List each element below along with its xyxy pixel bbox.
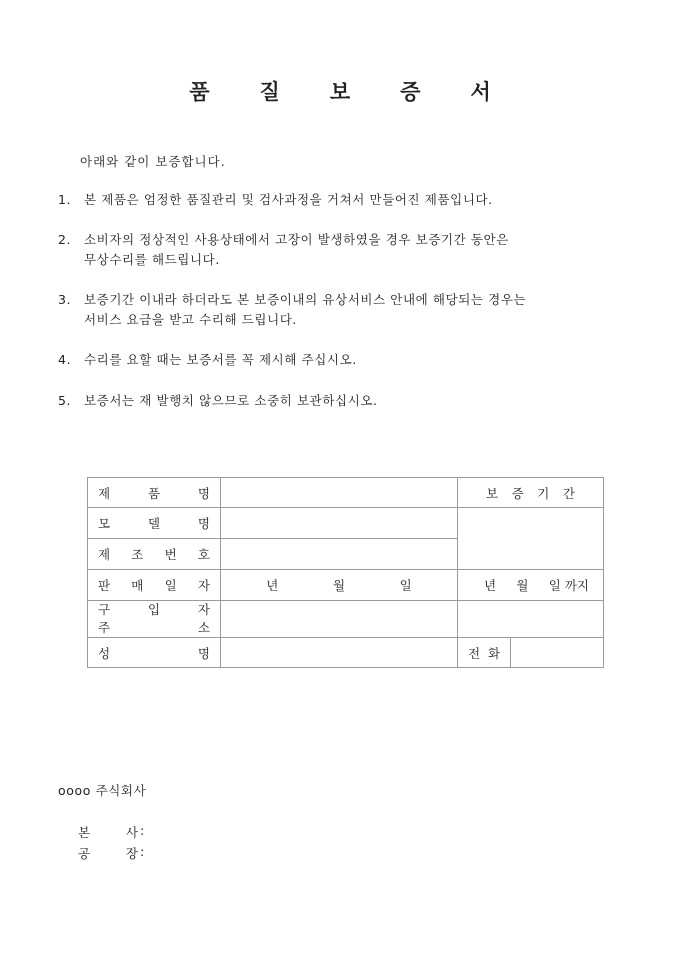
clause-text-continued: 서비스 요금을 받고 수리해 드립니다. [84,312,297,327]
clause-text-continued: 무상수리를 해드립니다. [84,252,220,267]
page-title [0,76,680,106]
warranty-clause-5 [58,391,378,411]
warranty-period-label: 보 증 기 간 [458,478,604,508]
intro-text: 아래와 같이 보증합니다. [80,154,226,169]
product-name-label: 제 품 명 [88,478,221,508]
factory-line: 공 장 : [78,844,145,861]
clause-number: 4. [58,352,72,367]
head-office-separator: : [140,823,145,838]
factory-separator: : [140,844,145,859]
name-field[interactable] [221,638,458,668]
product-name-field[interactable] [221,478,458,508]
clause-text: 수리를 요할 때는 보증서를 꼭 제시해 주십시오. [84,352,357,367]
warranty-clause-2 [58,230,509,270]
model-name-field[interactable] [221,508,458,539]
title-char: 품 [189,80,210,104]
clause-text: 소비자의 정상적인 사용상태에서 고장이 발생하였을 경우 보증기간 동안은 [84,232,509,247]
buyer-address-extra-field[interactable] [458,601,604,638]
clause-text: 본 제품은 엄정한 품질관리 및 검사과정을 거쳐서 만들어진 제품입니다. [84,192,493,207]
warranty-form-table [87,477,604,668]
buyer-address-label: 구 입 자 주 소 [88,601,221,638]
head-office-line: 본 사 : [78,823,145,840]
buyer-address-field[interactable] [221,601,458,638]
sale-date-field[interactable]: 년 월 일 [221,570,458,601]
title-char: 보 [329,80,351,104]
phone-field[interactable] [511,638,604,668]
clause-number: 3. [58,292,72,307]
serial-number-field[interactable] [221,539,458,570]
warranty-until-field[interactable]: 년 월 일 까지 [458,570,604,601]
clause-text: 보증기간 이내라 하더라도 본 보증이내의 유상서비스 안내에 해당되는 경우는 [84,292,527,307]
company-name: oooo 주식회사 [58,783,147,798]
clause-number: 5. [58,393,72,408]
clause-number: 1. [58,192,72,207]
clause-number: 2. [58,232,72,247]
phone-label: 전 화 [458,638,511,668]
clause-text: 보증서는 재 발행치 않으므로 소중히 보관하십시오. [84,393,378,408]
title-char: 증 [400,80,421,104]
warranty-clause-1 [58,190,493,210]
warranty-clause-4 [58,350,357,370]
title-char: 질 [259,80,280,104]
warranty-clause-3 [58,290,526,330]
title-char: 서 [470,80,491,104]
serial-number-label: 제 조 번 호 [88,539,221,570]
model-name-label: 모 델 명 [88,508,221,539]
sale-date-label: 판 매 일 자 [88,570,221,601]
warranty-period-field[interactable] [458,508,604,570]
name-label: 성 명 [88,638,221,668]
